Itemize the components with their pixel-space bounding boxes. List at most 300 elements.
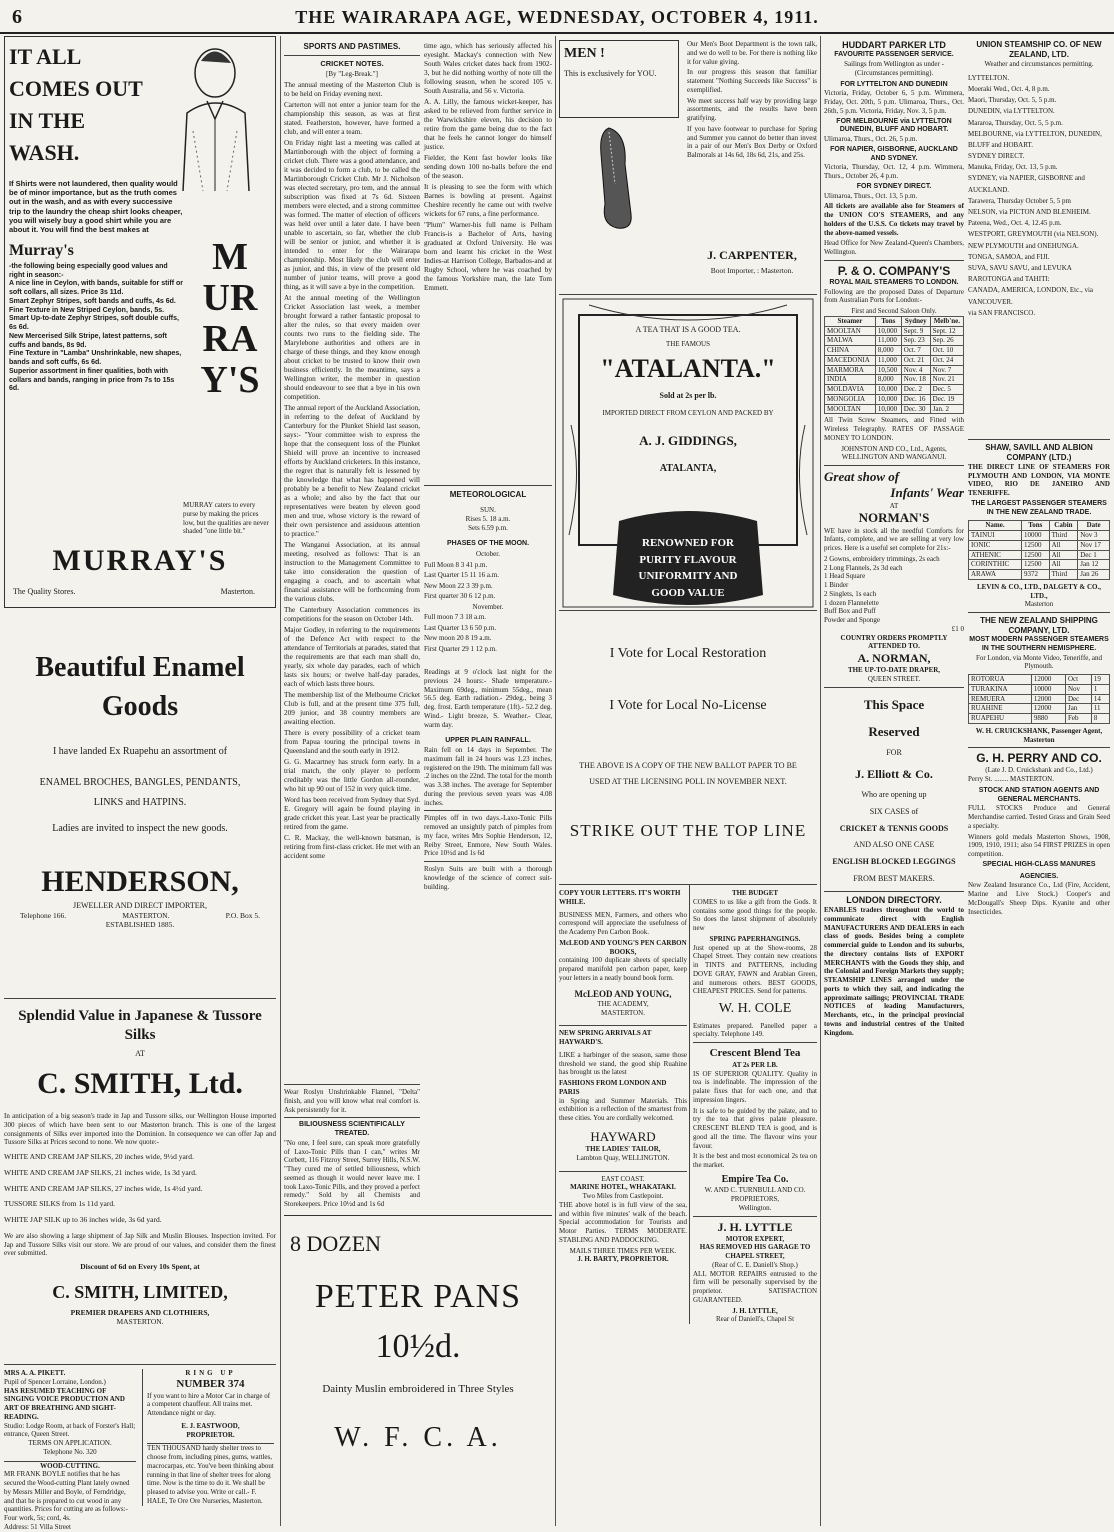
union-sailings bbox=[968, 73, 1110, 319]
mcleod-text: BUSINESS MEN, Farmers, and others who correspond will appreciate the usefulness of the Academy Pen Carbon Book. bbox=[559, 910, 687, 936]
column-header: Steamer bbox=[825, 316, 876, 326]
ballot-advert bbox=[559, 610, 817, 884]
cricket-notes-continued bbox=[424, 42, 552, 482]
huddart-note: All tickets are available also for Steamers of the UNION CO'S STEAMERS, and any holders of the U.S.S. Co tickets may travel by the above-named vessels. bbox=[824, 202, 964, 237]
paragraph: It is pleasing to see the form with which Barnes is bowling at present. Against Cheshire recently he came out with twelve wickets for 67 runs, a fine performance. bbox=[424, 183, 552, 218]
cell: Jan bbox=[1065, 704, 1091, 714]
po-table bbox=[824, 316, 964, 415]
paragraph: Carterton will not enter a junior team for the championship this season, as was at first stated. Featherston, however, have formed a club, and will enter a team. bbox=[284, 101, 420, 137]
directory-title: LONDON DIRECTORY. bbox=[846, 894, 942, 905]
men-text: This is exclusively for YOU. bbox=[564, 68, 657, 78]
smith-footer: C. SMITH, LIMITED, bbox=[52, 1282, 228, 1303]
cricket-notes-title: CRICKET NOTES. bbox=[320, 59, 384, 68]
headline-line: IT ALL bbox=[9, 44, 82, 69]
bottom-column-4 bbox=[559, 884, 817, 1484]
lyttle-name: J. H. LYTTLE bbox=[717, 1219, 793, 1234]
atalanta-town: ATALANTA, bbox=[659, 463, 717, 474]
cell: 10,000 bbox=[875, 394, 901, 404]
list-item: 1 dozen Flannelette bbox=[824, 598, 879, 607]
cell: ATHENIC bbox=[969, 550, 1022, 560]
table-row bbox=[969, 714, 1110, 724]
shaw-advert bbox=[968, 443, 1110, 609]
murray-tail: MURRAY caters to every purse by making the prices low, but the qualities are never shaded "one little bit." bbox=[183, 501, 269, 536]
cell: REMUERA bbox=[969, 694, 1032, 704]
cell: Feb bbox=[1065, 714, 1091, 724]
lyttle-text: HAS REMOVED HIS GARAGE TO CHAPEL STREET, bbox=[699, 1243, 811, 1260]
divider bbox=[284, 1084, 420, 1085]
trees-text: TEN THOUSAND hardy shelter trees to choose from, including pines, gums, wattles, macrocarpas, etc. You've been thinking about running in that line of shelter trees for along time. Now is the time to do it. We shall be pleased to advise you. Write or call.- F. HALE, Te Ore Ore Nurseries, Masterton. bbox=[147, 1444, 274, 1505]
cell: Third bbox=[1049, 531, 1078, 541]
smith-sub: PREMIER DRAPERS AND CLOTHIERS, bbox=[70, 1307, 210, 1317]
elliott-leggings: ENGLISH BLOCKED LEGGINGS bbox=[832, 857, 956, 867]
murray-list bbox=[9, 263, 184, 394]
hayward-title: NEW SPRING ARRIVALS AT HAYWARD'S. bbox=[559, 1029, 652, 1046]
cell: Dec. 5 bbox=[930, 385, 963, 395]
smith-also: We are also showing a large shipment of Jap Silk and Muslin Blouses. Inspection invited. For Jap and Tussore Silks visit our store. We are proud of our values, and consider them the finest ever submitted. bbox=[4, 1231, 276, 1258]
cole-tail: Estimates prepared. Panelled paper a specialty. Telephone 149. bbox=[693, 1021, 817, 1039]
men-body bbox=[687, 40, 817, 162]
smith-name: C. SMITH, Ltd. bbox=[37, 1066, 243, 1100]
hotel-east-coast: EAST COAST. bbox=[601, 1174, 645, 1183]
cell: 19 bbox=[1091, 675, 1109, 685]
paragraph: On Friday night last a meeting was called at Martinborough with the object of forming a cricket club. There was a good attendance, and it was decided to form a club, to be called the Martinborough Cricket Club. Mr J. Nicholson was elected secretary, pro tem, and the annual subscription was fixed at 7s 6d. Sixteen members were elected, and a strong committee was formed. The matter of election of officers was held over until a later date. I have been unable to ascertain, so far, whether the club will be senior or junior, and whether it is intended to enter for the Wairarapa championship. Most likely the club will enter as junior, and this, in view of the present old number of junior teams, will prove a good thing, as it will save a bye in the competition. bbox=[284, 139, 420, 292]
mcleod-sub: McLEOD AND YOUNG'S PEN CARBON BOOKS, bbox=[559, 938, 687, 956]
column-header: Tons bbox=[875, 316, 901, 326]
norman-total: £1 0 bbox=[951, 624, 964, 633]
paragraph: A. A. Lilly, the famous wicket-keeper, has asked to be relieved from further service in the Warwickshire eleven, his decision to retire from the game being due to the fact that he feels he cannot longer do himself justice. bbox=[424, 98, 552, 151]
sailing-line: RAROTONGA and TAHITI: bbox=[968, 275, 1050, 284]
cell: 11,000 bbox=[875, 355, 901, 365]
norman-name: NORMAN'S bbox=[858, 510, 930, 526]
ringup-attend: Attendance night or day. bbox=[147, 1409, 216, 1417]
wood-text: MR FRANK BOYLE notifies that he has secured the Wood-cutting Plant lately owned by Messrs Miller and Boyle, of Ferndridge, and that he is prepared to cut wood in any quantities. Prices for cutting are as follows:- Four work, 5s; cord, 4s. bbox=[4, 1470, 130, 1522]
cell: Jan 12 bbox=[1078, 560, 1110, 570]
peter-pans-qty: 8 DOZEN bbox=[290, 1231, 382, 1256]
roslyn-advert: Wear Roslyn Unshrinkable Flannel, "Delta" finish, and you will know what real comfort is. Ask persistently for it. bbox=[284, 1088, 420, 1114]
column-header: Cabin bbox=[1049, 521, 1078, 531]
paragraph: C. R. Mackay, the well-known batsman, is retiring from first-class cricket. He met with an accident some bbox=[284, 834, 420, 861]
ballot-note: THE ABOVE IS A COPY OF THE NEW BALLOT PAPER TO BE USED AT THE LICENSING POLL IN NOVEMBER NEXT. bbox=[579, 761, 797, 786]
crescent-title: Crescent Blend Tea bbox=[709, 1047, 801, 1059]
price-line: WHITE AND CREAM JAP SILKS, 20 inches wide, 9½d yard. bbox=[4, 1152, 194, 1161]
column-3 bbox=[424, 36, 552, 1036]
cell: 10,000 bbox=[875, 404, 901, 414]
atalanta-price: Sold at 2s per lb. bbox=[659, 391, 717, 400]
murray-vertical-name: MURRAY'S bbox=[200, 236, 260, 402]
divider bbox=[284, 55, 420, 56]
paragraph: G. G. Macartney has struck form early. In a trial match, the only player to perform creditably was the little Gordon all-rounder, who hit up 90 out of 152 in very quick time. bbox=[284, 758, 420, 794]
phase-row: Last Quarter 13 6 50 p.m. bbox=[424, 623, 497, 632]
roslyn-suits-advert: Roslyn Suits are built with a thorough knowledge of the science of correct suit-building. bbox=[424, 865, 552, 891]
phase-row: Full Moon 8 3 41 p.m. bbox=[424, 560, 488, 569]
atalanta-tagline: A TEA THAT IS A GOOD TEA. bbox=[635, 325, 741, 334]
month-label: October. bbox=[476, 550, 500, 558]
peter-pans-price: 10½d. bbox=[375, 1328, 461, 1365]
perry-street: Perry St. ........ MASTERTON. bbox=[968, 775, 1054, 784]
cell: 14 bbox=[1091, 694, 1109, 704]
column-rule bbox=[820, 36, 821, 1526]
smith-discount: Discount of 6d on Every 10s Spent, at bbox=[80, 1262, 200, 1271]
column-rule bbox=[280, 36, 281, 1526]
paragraph: The Canterbury Association commences its competitions for the season on October 14th. bbox=[284, 606, 420, 624]
table-row bbox=[825, 346, 964, 356]
list-item: Fine Texture in New Striped Ceylon, bands, 5s. bbox=[9, 306, 165, 314]
norman-advert bbox=[824, 469, 964, 684]
henderson-name: HENDERSON, bbox=[41, 865, 239, 898]
cell: Jan. 2 bbox=[930, 404, 963, 414]
po-text: Following are the proposed Dates of Departure from Australian Ports for London:- bbox=[824, 287, 964, 305]
hayward-text-2: in Spring and Summer Materials. This exhibition is a reflection of the smartest from these cities. You are cordially welcomed. bbox=[559, 1096, 687, 1122]
route-times: Victoria, Friday, October 6, 5 p.m. Wimmera, Friday, Oct. 20th, 5 p.m. Ulimaroa, Thurs., Oct. 26th, 5 p.m. Victoria, Friday, Nov. 3, 5 p.m. bbox=[824, 89, 964, 115]
paragraph: The annual meeting of the Masterton Club is to be held on Friday evening next. bbox=[284, 81, 420, 99]
divider bbox=[693, 1216, 817, 1217]
table-row bbox=[825, 394, 964, 404]
sun-sets: Sets 6.59 p.m. bbox=[468, 523, 508, 532]
sailing-line: Mararoa, Thursday, Oct. 5, 5 p.m. bbox=[968, 118, 1063, 127]
lyttle-role: MOTOR EXPERT, bbox=[725, 1234, 785, 1243]
sailing-line: NEW PLYMOUTH and ONEHUNGA. bbox=[968, 241, 1079, 250]
smith-at: AT bbox=[135, 1048, 145, 1058]
henderson-invite: Ladies are invited to inspect the new goods. bbox=[52, 822, 228, 834]
henderson-headline-2: Goods bbox=[101, 691, 179, 722]
po-note: All Twin Screw Steamers, and Fitted with Wireless Telegraphy. RATES OF PASSAGE MONEY TO LONDON. bbox=[824, 416, 964, 442]
sailing-line: LYTTELTON. bbox=[968, 73, 1010, 82]
sailing-line: Pateena, Wed., Oct. 4, 12.45 p.m. bbox=[968, 219, 1062, 228]
phase-row: New Moon 22 3 39 p.m. bbox=[424, 581, 493, 590]
po-title: P. & O. COMPANY'S bbox=[837, 263, 951, 278]
norman-street: QUEEN STREET. bbox=[867, 674, 921, 683]
perry-agencies: AGENCIES. bbox=[1019, 872, 1059, 880]
table-row bbox=[969, 560, 1110, 570]
cell: Oct bbox=[1065, 675, 1091, 685]
budget-text-2: Just opened up at the Show-rooms, 28 Chapel Street. They contain new creations in TINTS and PATTERNS, including DOVE GRAY, FAWN and Arabian Green, and numerous others. BEST GOODS, CHEAPEST PRICES. Send for patterns. bbox=[693, 943, 817, 996]
cell: RUAHINE bbox=[969, 704, 1032, 714]
divider bbox=[284, 1117, 420, 1118]
paragraph: "Plum" Warner-his full name is Pelham Francis-is a Bachelor of Arts, having graduated at Oxford University. He was born and learnt his cricket in the West Indies-at Harrison College, Barbados-and at Rugby School, where he was coached by the famous Yorkshire man, the late Tom Emmett. bbox=[424, 221, 552, 292]
murray-footer: MURRAY'S bbox=[52, 544, 228, 577]
cell: 12000 bbox=[1031, 704, 1065, 714]
ballot-line-2: I Vote for Local No-License bbox=[609, 697, 767, 713]
table-row bbox=[969, 550, 1110, 560]
column-header: Date bbox=[1078, 521, 1110, 531]
cell: MONGOLIA bbox=[825, 394, 876, 404]
cell: Dec 1 bbox=[1078, 550, 1110, 560]
hotel-distance: Two Miles from Castlepoint. bbox=[582, 1192, 664, 1200]
mcleod-town: MASTERTON. bbox=[601, 1008, 645, 1017]
cell: 1 bbox=[1091, 684, 1109, 694]
ringup-name: E. J. EASTWOOD, bbox=[181, 1421, 240, 1430]
divider bbox=[424, 810, 552, 811]
table-row bbox=[825, 365, 964, 375]
divider bbox=[968, 612, 1110, 613]
cell: Nov. 21 bbox=[930, 375, 963, 385]
divider bbox=[824, 260, 964, 261]
phase-row: First quarter 30 6 12 p.m. bbox=[424, 592, 496, 600]
smith-body: In anticipation of a big season's trade in Jap and Tussore silks, our Wellington House imported 300 pieces of which have been sent to our Masterton branch. This is one of the largest consignments of Silks ever imported into the Dominion. In consequence we can offer Jap and Tussore Silks at Prices second to none. We now quote:- bbox=[4, 1112, 276, 1147]
cell: All bbox=[1049, 540, 1078, 550]
henderson-headline: Beautiful Enamel bbox=[35, 652, 245, 683]
peter-pans-signature: W. F. C. A. bbox=[334, 1422, 502, 1454]
table-row bbox=[969, 570, 1110, 580]
newspaper-title: THE WAIRARAPA AGE, WEDNESDAY, OCTOBER 4, 1911. bbox=[295, 7, 819, 27]
cell: 8,000 bbox=[875, 346, 901, 356]
lyttle-text-2: ALL MOTOR REPAIRS entrusted to the firm will be personally supervised by the proprietor. SATISFACTION GUARANTEED. bbox=[693, 1269, 817, 1304]
cell: Oct. 7 bbox=[901, 346, 930, 356]
price-line: WHITE AND CREAM JAP SILKS, 21 inches wide, 1s 3d yard. bbox=[4, 1167, 197, 1177]
cell: Nov 3 bbox=[1078, 531, 1110, 541]
nzship-agents: W. H. CRUICKSHANK, Passenger Agent, Masterton bbox=[975, 726, 1103, 744]
sailing-line: Tarawera, Thursday October 5, 5 pm bbox=[968, 196, 1071, 205]
smith-price-list bbox=[4, 1149, 276, 1228]
phase-row: Last Quarter 15 11 16 a.m. bbox=[424, 571, 499, 579]
huddart-advert bbox=[824, 40, 964, 257]
norman-sign: A. NORMAN, bbox=[857, 651, 931, 665]
cell: TURAKINA bbox=[969, 684, 1032, 694]
sailing-line: Moeraki Wed., Oct. 4, 8 p.m. bbox=[968, 84, 1050, 93]
cell: All bbox=[1049, 560, 1078, 570]
empire-proprietors: W. AND C. TURNBULL AND CO. PROPRIETORS, bbox=[704, 1186, 806, 1203]
sun-label: SUN. bbox=[480, 506, 496, 514]
phase-row: Full moon 7 3 18 a.m. bbox=[424, 613, 487, 621]
peter-pans-advert bbox=[284, 1215, 552, 1515]
column-header: Tons bbox=[1021, 521, 1049, 531]
route-title: FOR LYTTELTON AND DUNEDIN bbox=[840, 80, 948, 88]
list-item: 2 Singlets, 1s each bbox=[824, 589, 877, 598]
paragraph: We meet success half way by providing large assortments, and the results have been gratifying. bbox=[687, 96, 817, 122]
boot-illustration bbox=[587, 124, 647, 234]
cell: Dec bbox=[1065, 694, 1091, 704]
cell: IONIC bbox=[969, 540, 1022, 550]
table-row bbox=[969, 694, 1110, 704]
small-adverts bbox=[4, 1364, 276, 1529]
paragraph: There is every possibility of a cricket team from Papua touring the principal towns in Queensland and the south early in 1912. bbox=[284, 729, 420, 756]
henderson-list: ENAMEL BROCHES, BANGLES, PENDANTS, LINKS and HATPINS. bbox=[39, 776, 241, 808]
directory-text: ENABLES traders throughout the world to communicate direct with English MANUFACTURERS AND DEALERS in each class of goods. Besides being a complete commercial guide to London and its suburbs, the directory contains lists of EXPORT MERCHANTS with the Goods they ship, and the Colonial and Foreign Markets they supply; STEAMSHIP LINES arranged under the ports to which they sail, and indicating the approximate sailings; PROVINCIAL TRADE NOTICES of leading Manufacturers, Merchants, etc., in the principal provincial towns and industrial centres of the United Kingdom. bbox=[824, 906, 964, 1037]
atalanta-name: "ATALANTA." bbox=[600, 354, 776, 383]
henderson-town: MASTERTON. bbox=[122, 910, 170, 920]
divider bbox=[559, 1025, 687, 1026]
pikett-terms: TERMS ON APPLICATION. bbox=[28, 1439, 112, 1447]
table-row bbox=[825, 385, 964, 395]
elliott-goods: CRICKET & TENNIS GOODS bbox=[839, 823, 949, 833]
cell: 11,000 bbox=[875, 336, 901, 346]
paragraph: time ago, which has seriously affected his eyesight. Mackay's connection with New South Wales cricket dates back from 1902-3, but he did nothing worthy of note till the following season, when he scored 105 v. South Australia, and 56 v. Victoria. bbox=[424, 42, 552, 95]
month-label: November. bbox=[472, 602, 504, 611]
budget-text: COMES to us like a gift from the Gods. It contains some good things for the people. So does the latest shipment of absolutely new bbox=[693, 897, 817, 932]
meteorological-title: METEOROLOGICAL bbox=[449, 490, 527, 499]
route-title: FOR MELBOURNE via LYTTELTON DUNEDIN, BLUFF AND HOBART. bbox=[836, 117, 952, 134]
list-item: New Mercerised Silk Stripe, latest patterns, soft cuffs and bands, 8s 9d. bbox=[9, 332, 167, 349]
henderson-contact-row bbox=[4, 911, 276, 920]
empire-tea-name: Empire Tea Co. bbox=[721, 1173, 789, 1185]
column-header: Sydney bbox=[901, 316, 930, 326]
budget-sub: SPRING PAPERHANGINGS. bbox=[709, 934, 801, 943]
pikett-tel: Telephone No. 320 bbox=[43, 1447, 97, 1456]
hotel-proprietor: J. H. BARTY, PROPRIETOR. bbox=[577, 1255, 669, 1264]
paragraph: Our Men's Boot Department is the town talk, and we do well to be. For there is nothing like it for value giving. bbox=[687, 40, 817, 66]
murray-intro: If Shirts were not laundered, then quality would be of minor importance, but as the truth comes out in the wash, and as with every successive trip to the laundry the cheap shirt looks cheaper, you will wisely buy a good shirt while you are about it. You will find the best makes at bbox=[9, 178, 183, 235]
cell: Sep. 26 bbox=[930, 336, 963, 346]
nzship-table bbox=[968, 674, 1110, 724]
men-box bbox=[559, 40, 679, 118]
po-town: WELLINGTON AND WANGANUI. bbox=[841, 453, 947, 462]
henderson-est: ESTABLISHED 1885. bbox=[105, 919, 175, 929]
cell: Dec. 19 bbox=[930, 394, 963, 404]
cell: INDIA bbox=[825, 375, 876, 385]
weather-readings: Readings at 9 o'clock last night for the previous 24 hours:- Shade temperature.- Maximum 69deg., minimum 55deg., mean 56.5 deg. Earth radiation.- 29deg., being 3 deg. frost. Earth temperature (1ft).- 52.2 deg. Wind.- Light breeze, S. Weather.- Clear, warm day. bbox=[424, 668, 552, 729]
list-intro: -the following being especially good values and right in season:- bbox=[9, 262, 168, 279]
table-row bbox=[969, 531, 1110, 541]
column-7 bbox=[968, 36, 1110, 1526]
paragraph: The membership list of the Melbourne Cricket Club is full, and at the present time 375 full, 209 junior, and 38 country members are awaiting election. bbox=[284, 691, 420, 727]
lyttle-sign: J. H. LYTTLE, bbox=[732, 1306, 778, 1315]
column-4 bbox=[559, 36, 817, 1526]
shaw-town: Masterton bbox=[1024, 600, 1054, 609]
atalanta-advert bbox=[559, 294, 817, 610]
pikett-text: HAS RESUMED TEACHING OF SINGING VOICE PRODUCTION AND ART OF BREATHING AND SIGHT-READING. bbox=[4, 1386, 125, 1421]
divider bbox=[824, 891, 964, 892]
mcleod-title: COPY YOUR LETTERS. IT'S WORTH WHILE. bbox=[559, 889, 681, 906]
divider bbox=[693, 1042, 817, 1043]
cell: Dec. 2 bbox=[901, 385, 930, 395]
henderson-box: P.O. Box 5. bbox=[225, 910, 260, 920]
elliott-six: SIX CASES of bbox=[869, 806, 919, 816]
pikett-title: MRS A. A. PIKETT. bbox=[4, 1369, 66, 1377]
cell: Nov. 18 bbox=[901, 375, 930, 385]
huddart-sub: FAVOURITE PASSENGER SERVICE. bbox=[834, 51, 954, 59]
men-title: MEN ! bbox=[564, 46, 605, 61]
norman-at: AT bbox=[889, 501, 899, 510]
list-item: Powder and Sponge bbox=[824, 616, 880, 624]
cell: CHINA bbox=[825, 346, 876, 356]
shaw-title: SHAW, SAVILL AND ALBION COMPANY (LTD.) bbox=[985, 442, 1093, 462]
paragraph: At the annual meeting of the Wellington Cricket Association last week, a member brought forward a rather fantastic proposal to alter the rules, so that every maiden over counts two runs to the fielding side. The Marylebone authorities and others are in charge of these things, and they know enough about cricket to be trusted to know their own business efficiently. In the meantime, says a Wellington writer, the member in question should endeavour to see that a bye in his own competition. bbox=[284, 294, 420, 402]
cell: 10000 bbox=[1031, 684, 1065, 694]
cell: MOLDAVIA bbox=[825, 385, 876, 395]
phase-row: New moon 20 8 19 a.m. bbox=[424, 634, 492, 642]
peter-pans-description: Dainty Muslin embroidered in Three Styles bbox=[322, 1382, 514, 1395]
list-item: 2 Long Flannels, 2s 3d each bbox=[824, 563, 903, 572]
route-title: FOR NAPIER, GISBORNE, AUCKLAND AND SYDNEY. bbox=[830, 145, 958, 162]
cell: MACEDONIA bbox=[825, 355, 876, 365]
cell: 9372 bbox=[1021, 570, 1049, 580]
ringup-number: NUMBER 374 bbox=[176, 1377, 245, 1390]
cell: 11 bbox=[1091, 704, 1109, 714]
table-row bbox=[969, 675, 1110, 685]
cell: MARMORA bbox=[825, 365, 876, 375]
cell: Dec. 30 bbox=[901, 404, 930, 414]
column-rule bbox=[555, 36, 556, 1526]
mcleod-text-2: containing 100 duplicate sheets of specially prepared manifold pen carbon paper, keep your letters in a neatly bound book form. bbox=[559, 956, 687, 982]
nzship-sub: MOST MODERN PASSENGER STEAMERS IN THE SOUTHERN HEMISPHERE. bbox=[969, 636, 1109, 652]
henderson-advert bbox=[4, 608, 276, 998]
cell: 10,000 bbox=[875, 385, 901, 395]
list-item: 2 Gowns, embroidery trimmings, 2s each bbox=[824, 554, 940, 563]
nzship-title: THE NEW ZEALAND SHIPPING COMPANY, LTD. bbox=[980, 616, 1098, 636]
henderson-phone: Telephone 166. bbox=[20, 910, 67, 920]
rainfall-title: UPPER PLAIN RAINFALL. bbox=[445, 737, 531, 745]
divider bbox=[968, 747, 1110, 748]
hotel-mail: MAILS THREE TIMES PER WEEK. bbox=[569, 1246, 677, 1255]
cell: 12500 bbox=[1021, 560, 1049, 570]
cell: 12000 bbox=[1031, 675, 1065, 685]
column-header: Name. bbox=[969, 521, 1022, 531]
table-header bbox=[825, 316, 964, 326]
sailing-line: via SAN FRANCISCO. bbox=[968, 308, 1036, 317]
table-header bbox=[969, 521, 1110, 531]
cell: Nov. 7 bbox=[930, 365, 963, 375]
cell: Sept. 9 bbox=[901, 326, 930, 336]
hayward-text: LIKE a harbinger of the season, same those threshold we stand, the good ship Ruahine has brought us the latest bbox=[559, 1050, 687, 1077]
shaw-agents: LEVIN & CO., LTD., DALGETY & CO., LTD., bbox=[977, 582, 1101, 600]
price-line: TUSSORE SILKS from 1s 11d yard. bbox=[4, 1199, 115, 1209]
table-row bbox=[969, 704, 1110, 714]
cell: Sept. 12 bbox=[930, 326, 963, 336]
elliott-headline: This Space bbox=[863, 696, 925, 712]
divider bbox=[424, 861, 552, 862]
cell: All bbox=[1049, 550, 1078, 560]
elliott-advert bbox=[824, 691, 964, 888]
pikett-pupil: Pupil of Spencer Lorraine, London.) bbox=[4, 1377, 106, 1386]
price-line: WHITE AND CREAM JAP SILKS, 27 inches wide, 1s 4½d yard. bbox=[4, 1183, 203, 1193]
nzship-advert bbox=[968, 616, 1110, 744]
sailing-line: SUVA, SAVU SAVU, and LEVUKA bbox=[968, 263, 1072, 272]
perry-wins: Winners gold medals Masterton Shows, 1908, 1909, 1910, 1911; also 54 FIRST PRIZES in open competition. bbox=[968, 832, 1110, 859]
table-row bbox=[825, 326, 964, 336]
bilious-text: "No one, I feel sure, can speak more gratefully of Laxo-Tonic Pills than I can," writes Mr Corbett, 116 Fitzroy Street, Surrey Hills, N.S.W. "They cured me of settled biliousness, which seemed as though it would never leave me. I took Laxo-Tonic Pills, and they proved a perfect remedy." Sold by all Chemists and Storekeepers. Price 10½d and 1s 6d bbox=[284, 1138, 420, 1209]
po-class: First and Second Saloon Only. bbox=[851, 307, 937, 315]
divider bbox=[824, 687, 964, 688]
norman-text: WE have in stock all the needful Comforts for Infants, complete, and we are selling at very low prices. Here is a useful set complete for 21s:- bbox=[824, 526, 964, 552]
table-row bbox=[969, 684, 1110, 694]
cell: ROTORUA bbox=[969, 675, 1032, 685]
crescent-text: IS OF SUPERIOR QUALITY. Quality in tea is indefinable. The impression of the palate fixes that for each one, and that impression lingers. bbox=[693, 1069, 817, 1104]
route-title: FOR SYDNEY DIRECT. bbox=[856, 182, 932, 190]
sailing-line: TONGA, SAMOA, and FIJI. bbox=[968, 252, 1050, 261]
list-item: 1 Head Square bbox=[824, 572, 866, 581]
shaw-sub: THE LARGEST PASSENGER STEAMERS IN THE NEW ZEALAND TRADE. bbox=[971, 499, 1107, 516]
wood-title: WOOD-CUTTING. bbox=[4, 1461, 136, 1471]
cell: 10000 bbox=[1021, 531, 1049, 541]
directory-advert bbox=[824, 895, 964, 1038]
smith-town: MASTERTON. bbox=[116, 1317, 164, 1327]
cell: 10,500 bbox=[875, 365, 901, 375]
po-agents: JOHNSTON AND CO., Ltd., Agents, bbox=[841, 444, 947, 453]
cell: Oct. 21 bbox=[901, 355, 930, 365]
paragraph: If you have footwear to purchase for Spring and Summer you cannot do better than invest in a pair of our Men's Box Derby or Oxford Balmorals at 14s 6d, 18s 6d, 21s, and 25s. bbox=[687, 124, 817, 159]
norman-headline-2: Infants' Wear bbox=[890, 485, 964, 501]
po-sub: ROYAL MAIL STEAMERS TO LONDON. bbox=[829, 278, 959, 286]
mcleod-name: McLEOD AND YOUNG, bbox=[574, 988, 672, 999]
list-item: Smart Zephyr Stripes, soft bands and cuffs, 4s 6d. bbox=[9, 297, 176, 305]
cell: 12500 bbox=[1021, 550, 1049, 560]
norman-orders: COUNTRY ORDERS PROMPTLY ATTENDED TO. bbox=[840, 633, 948, 651]
cell: Third bbox=[1049, 570, 1078, 580]
cole-name: W. H. COLE bbox=[718, 1001, 792, 1016]
union-advert bbox=[968, 40, 1110, 319]
ringup-advert bbox=[142, 1369, 274, 1506]
lyttle-rear: (Rear of C. E. Daniell's Shop.) bbox=[712, 1260, 798, 1269]
masthead bbox=[0, 0, 1114, 34]
ringup-title: RING UP bbox=[185, 1369, 236, 1377]
headline-line: IN THE bbox=[9, 107, 86, 133]
huddart-sailings: Sailings from Wellington as under - (Circumstances permitting). bbox=[844, 60, 944, 77]
crescent-text-3: It is the best and most economical 2s tea on the market. bbox=[693, 1152, 817, 1169]
union-sub: Weather and circumstances permitting. bbox=[984, 60, 1094, 68]
sailing-line: Maori, Thursday, Oct. 5, 5 p.m. bbox=[968, 96, 1057, 105]
cell: Nov bbox=[1065, 684, 1091, 694]
carpenter-name: J. CARPENTER, bbox=[707, 248, 797, 262]
